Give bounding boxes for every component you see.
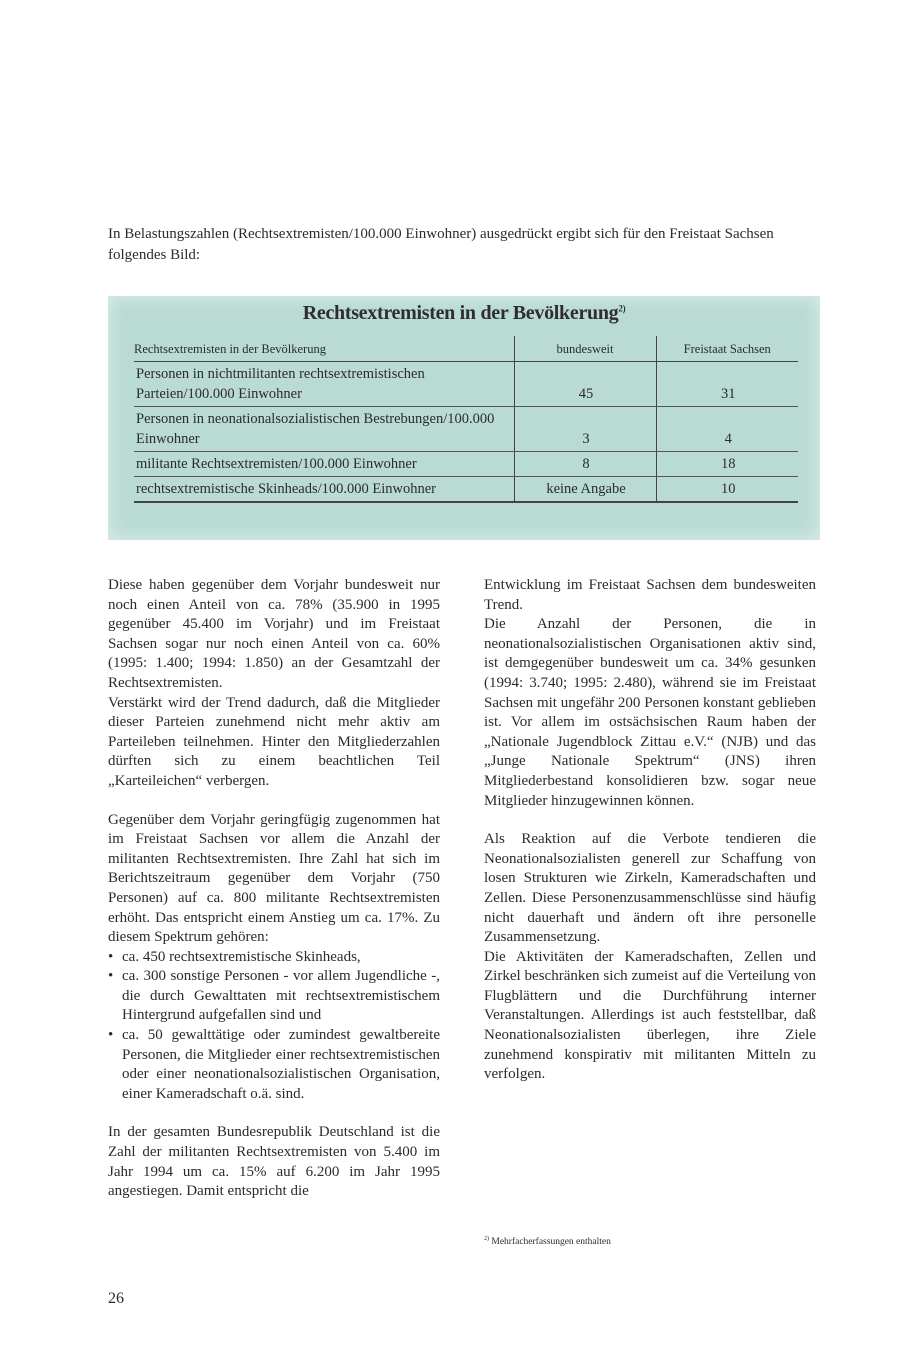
header-sachsen: Freistaat Sachsen — [656, 336, 798, 362]
row-bundesweit: keine Angabe — [514, 477, 656, 503]
table-row — [134, 407, 798, 452]
statistics-table — [134, 336, 798, 503]
paragraph: Gegenüber dem Vorjahr geringfügig zugenommen hat im Freistaat Sachsen vor allem die Anzahl der militanten Rechtsextremisten. Ihre Zahl hat sich im Berichtszeitraum gegenüber dem Vorjahr (750 Personen) auf ca. 800 militante Rechtsextremisten erhöht. Das entspricht einem Anstieg um ca. 17%. Zu diesem Spektrum gehören: — [108, 811, 440, 946]
intro-text: In Belastungszahlen (Rechtsextremisten/100.000 Einwohner) ausgedrückt ergibt sich für den Freistaat Sachsen folgendes Bild: — [108, 226, 774, 263]
list-item: • ca. 50 gewalttätige oder zumindest gewaltbereite Personen, die Mitglieder einer rechtsextremistischen oder einer neonationalsozialistischen Organisation, einer Kameradschaft o.ä. sind. — [108, 1026, 440, 1104]
row-label: Personen in neonationalsozialistischen Bestrebungen/100.000 Einwohner — [134, 407, 514, 452]
footnote-mark: 2) — [484, 1236, 489, 1242]
statistics-box — [108, 296, 820, 540]
row-sachsen: 10 — [656, 477, 798, 503]
row-bundesweit: 8 — [514, 452, 656, 477]
paragraph: Entwicklung im Freistaat Sachsen dem bundesweiten Trend. — [484, 577, 816, 613]
row-sachsen: 18 — [656, 452, 798, 477]
paragraph: Die Aktivitäten der Kameradschaften, Zellen und Zirkel beschränken sich zumeist auf die Verteilung von Flugblättern und die Durchführung interner Veranstaltungen. Allerdings ist auch feststellbar, daß Neonationalsozialisten überlegen, ihre Ziele zunehmend konspirativ mit militanten Mitteln zu verfolgen. — [484, 948, 816, 1083]
row-bundesweit: 45 — [514, 362, 656, 407]
table-title: Rechtsextremisten in der Bevölkerung$^{2)}$ — [302, 302, 626, 324]
paragraph: Verstärkt wird der Trend dadurch, daß die Mitglieder dieser Parteien zunehmend nicht mehr aktiv am Parteileben teilnehmen. Hinter den Mitgliederzahlen dürften sich zu einem beachtlichen Teil „Karteileichen“ verbergen. — [108, 694, 440, 789]
footnote — [484, 1236, 611, 1247]
left-column — [108, 576, 440, 1202]
table-row — [134, 452, 798, 477]
paragraph: Die Anzahl der Personen, die in neonationalsozialistischen Organisationen aktiv sind, ist demgegenüber bundesweit um ca. 34% gesunken (1994: 3.740; 1995: 2.480), während sie im Freistaat Sachsen mit ungefähr 200 Personen konstant geblieben ist. Vor allem im ostsächsischen Raum haben der „Nationale Jugendblock Zittau e.V.“ (NJB) und das „Junge Nationale Spektrum“ (JNS) ihren Mitgliederbestand konsolidieren bzw. sogar neue Mitglieder hinzugewinnen können. — [484, 616, 816, 809]
row-label: militante Rechtsextremisten/100.000 Einwohner — [134, 452, 514, 477]
table-row — [134, 477, 798, 503]
row-label: Personen in nichtmilitanten rechtsextremistischen Parteien/100.000 Einwohner — [134, 362, 514, 407]
page-number: 26 — [108, 1290, 124, 1307]
bullet-list — [108, 948, 440, 1105]
table-header-row — [134, 336, 798, 362]
header-category: Rechtsextremisten in der Bevölkerung — [134, 336, 514, 362]
table-row — [134, 362, 798, 407]
right-column — [484, 576, 816, 1085]
row-sachsen: 31 — [656, 362, 798, 407]
title-footnote-mark: 2) — [618, 303, 626, 314]
list-item: • ca. 300 sonstige Personen - vor allem Jugendliche -, die durch Gewalttaten mit rechtsextremistischem Hintergrund aufgefallen sind und — [108, 967, 440, 1026]
header-bundesweit: bundesweit — [514, 336, 656, 362]
paragraph: Diese haben gegenüber dem Vorjahr bundesweit nur noch einen Anteil von ca. 78% (35.900 in 1995 gegenüber 45.400 im Vorjahr) und im Freistaat Sachsen sogar nur noch einen Anteil von ca. 60% (1995: 1.400; 1994: 1.850) an der Gesamtzahl der Rechtsextremisten. — [108, 577, 440, 691]
paragraph: Als Reaktion auf die Verbote tendieren die Neonationalsozialisten generell zur Schaffung von losen Strukturen wie Zirkeln, Kameradschaften und Zellen. Diese Personenzusammenschlüsse sind häufig nicht dauerhaft und ändern oft ihre personelle Zusammensetzung. — [484, 831, 816, 946]
paragraph: In der gesamten Bundesrepublik Deutschland ist die Zahl der militanten Rechtsextremisten von 5.400 im Jahr 1994 um ca. 15% auf 6.200 im Jahr 1995 angestiegen. Damit entspricht die — [108, 1124, 440, 1200]
list-item: • ca. 450 rechtsextremistische Skinheads, — [108, 948, 440, 968]
row-sachsen: 4 — [656, 407, 798, 452]
row-bundesweit: 3 — [514, 407, 656, 452]
footnote-text: Mehrfacherfassungen enthalten — [491, 1237, 611, 1248]
row-label: rechtsextremistische Skinheads/100.000 Einwohner — [134, 477, 514, 503]
